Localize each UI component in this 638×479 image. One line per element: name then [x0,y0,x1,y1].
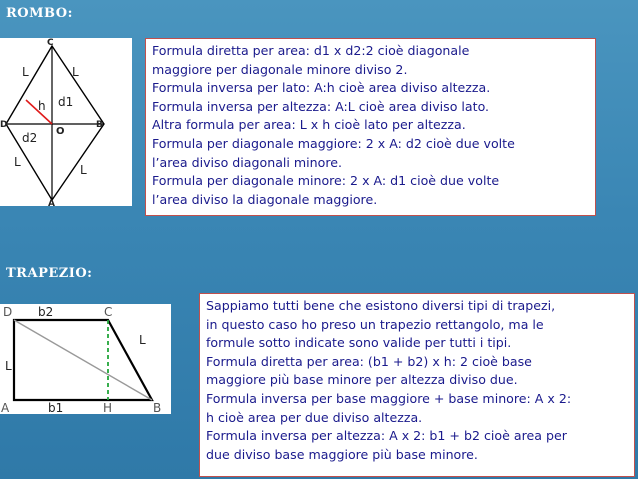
rhombus-diagram [0,38,132,206]
rhombus-center-o: O [56,126,65,137]
rombo-formula-line: l’area diviso la diagonale maggiore. [152,191,378,207]
trapezio-formula-line: h cioè area per due diviso altezza. [206,409,423,425]
rhombus-d1-label: d1 [58,95,74,109]
trapezio-formula-line: in questo caso ho preso un trapezio rettangolo, ma le [206,316,544,332]
rhombus-figure [0,38,132,206]
rombo-heading: ROMBO: [6,6,73,21]
trapezio-formula-line: maggiore più base minore per altezza diviso due. [206,372,518,388]
rombo-formula-line: Formula per diagonale minore: 2 x A: d1 cioè due volte [152,173,500,189]
rhombus-vertex-c: C [47,38,54,48]
rhombus-outline [6,46,104,200]
rombo-formula-line: Altra formula per area: L x h cioè lato per altezza. [152,117,466,133]
rhombus-d2-label: d2 [22,131,38,145]
rombo-formula-line: Formula inversa per altezza: A:L cioè area diviso lato. [152,98,490,114]
trapezoid-diagonal [14,320,152,400]
rombo-formulas-box [145,38,596,216]
trapezoid-left-side-label: L [5,359,12,373]
rhombus-side-label-tr: L [72,65,79,79]
trapezio-formula-line: formule sotto indicate sono valide per tutti i tipi. [206,335,512,351]
trapezio-formula-line: due diviso base maggiore più base minore. [206,446,478,462]
rhombus-side-label-tl: L [22,65,29,79]
trapezio-formula-line: Formula inversa per base maggiore + base minore: A x 2: [206,390,572,406]
trapezio-formula-line: Sappiamo tutti bene che esistono diversi tipi di trapezi, [206,298,556,313]
trapezoid-b1-label: b1 [48,401,64,414]
rhombus-side-label-br: L [80,163,87,177]
rombo-formula-line: l’area diviso diagonali minore. [152,154,343,170]
rombo-formula-line: maggiore per diagonale minore diviso 2. [152,61,408,77]
trapezoid-figure [0,304,171,414]
trapezoid-vertex-h: H [103,401,113,414]
trapezoid-vertex-a: A [1,401,10,414]
rhombus-vertex-a: A [48,199,55,206]
rhombus-side-label-bl: L [14,155,21,169]
trapezoid-b2-label: b2 [38,305,54,319]
trapezoid-vertex-d: D [3,305,13,319]
trapezio-formula-line: Formula diretta per area: (b1 + b2) x h: 2 cioè base [206,353,532,369]
trapezoid-vertex-c: C [104,305,113,319]
trapezoid-right-side-label: L [139,333,146,347]
rombo-formula-line: Formula diretta per area: d1 x d2:2 cioè diagonale [152,43,470,58]
rhombus-height-label: h [38,99,46,113]
trapezoid-diagram [0,304,171,414]
trapezoid-vertex-b: B [153,401,162,414]
trapezio-formula-line: Formula inversa per altezza: A x 2: b1 + b2 cioè area per [206,428,567,444]
rombo-formula-line: Formula inversa per lato: A:h cioè area diviso altezza. [152,80,491,96]
trapezio-heading: TRAPEZIO: [6,266,93,281]
rhombus-vertex-b: B [96,120,103,130]
trapezio-formulas-box [199,293,635,477]
rhombus-vertex-d: D [0,120,8,130]
rombo-formula-line: Formula per diagonale maggiore: 2 x A: d2 cioè due volte [152,135,515,151]
